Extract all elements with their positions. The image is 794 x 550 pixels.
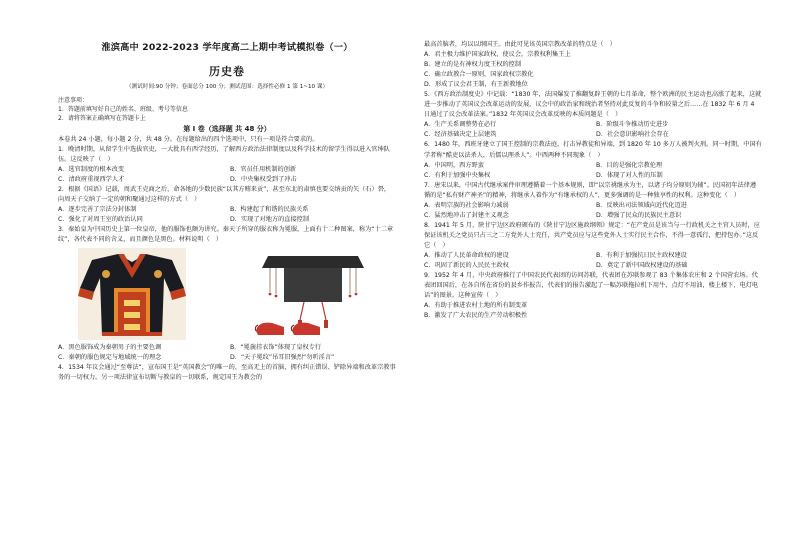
question-1-stem: 1．晚清时期，从留学生中选拔官吏，一大批具有西学经历，了解西方政治法律制度以及科学技术的留学生得以进入官绅队伍。这反映了（ ） [58,145,390,163]
question-2-options [58,205,396,225]
question-5-stem: 5．《西方政治制度史》中记载：“1830 年，法国爆发了推翻复辟王朝的七月革命，整个欧洲的民主运动也高涨了起来，这就进一步推动了英国议会改革运动的发展，议会中的政治家和统治者坚持对此反复的斗争和较量之后……在 1832 年 6 月 4 日通过了议会改革法案。”1832 年英国议会改革反映的本质问题是（ ） [424,91,762,119]
option: D．奠定了新中国政权建设的基础 [596,262,688,270]
question-4-stem: 4．1534 年议会通过“至尊法”，宣布国王是“英国教会”的唯一的、至高无上的首脑，拥有纠正错误、铲除异端和改革宗教事务的一切权力。另一项法律宣布切断与教皇的一切联系，规定国王为教会的 [58,364,396,382]
option: A．逐步完善了宗法分封体制 [58,206,137,214]
option: D．中央集权受到了冲击 [230,175,297,183]
question-9-options [424,301,762,321]
option: A．有助于推进农村土地的所有制变革 [424,302,528,310]
option: B．构建起了和谐的民族关系 [230,206,309,214]
question-3-figures [58,247,396,341]
question-6-options [424,161,762,181]
notes-item: 2．请将答案正确填写在答题卡上 [58,114,146,122]
question-3-options [58,343,396,363]
question-7-options [424,201,762,221]
option: A．生产关系调整势在必行 [424,121,497,129]
option: D．社会意识影响社会存在 [596,131,669,139]
option: C．确立政教合一原则，国家政权宗教化 [424,71,534,79]
option: B．目的是强化宗教伦理 [596,161,663,169]
notes-heading: 注意事项： [58,96,89,104]
option: C．秦朝的服色规定与地域统一的理念 [58,354,162,362]
option: B．“冕旒挂衣饰”体现了皇权专行 [230,344,322,352]
option: A．君主极力维护国家政权，使议会，宗教权利集王上 [424,51,571,59]
question-7-stem: 7．唐宋以来，中国古代继承案件审理遵循着一个基本规则，即“以宗祧继承为主，以诸子均分原则为辅”。民国初年法律遵循的是“私有财产神圣”的精神，将继承人着作为“有继承权的人”，更多强调的是一种独享性的权利。这种变化（ ） [424,181,757,199]
option: C．强化了对周王室的政治认同 [58,216,143,224]
option: C．清政府重视西学人才 [58,175,125,183]
option: D．形成了议会君王制，有王新教地位 [424,81,528,89]
option: B．官员任用机制的创新 [230,165,297,173]
part-intro: 本卷共 24 小题，每小题 2 分，共 48 分。在每题给出的四个选项中，只有一项是符合要求的。 [58,135,319,143]
option: A．黑色服饰成为秦朝男子的主要色调 [58,344,162,352]
part-title: 第 I 卷（选择题 共 48 分） [183,124,271,133]
question-5-options [424,120,762,140]
question-4-options [424,50,762,90]
mianfu-robe-illustration [78,248,186,340]
question-8-options [424,251,762,271]
left-column [58,40,396,384]
right-column [424,40,762,321]
option: D．“天子冕纹”吊耳旧强烈“勿听淫言” [230,354,335,362]
option: A．推动了人民革命政权的建设 [424,251,509,259]
notes-block [58,96,396,123]
exam-title: 淮滨高中 2022-2023 学年度高二上期中考试模拟卷（一） [101,42,353,53]
exam-subject: 历史卷 [209,65,245,79]
option: A．中国明，西方野蛮 [424,161,484,169]
option: D．实现了对地方的直接控制 [230,216,310,224]
option: C．经济基础决定上层建筑 [424,131,497,139]
question-2-stem: 2．根据《国语》记载，周武王克商之后，命各地的少数民族“以其方贿来贡”，甚至东北的肃慎也要交纳贡的矢（石）砮，向周天子交纳了一定的朝和聚通过这样的方式（ ） [58,186,391,204]
option: B．反映出司法领域向近代化迈进 [596,201,687,209]
option: B．激发了广大农民的生产劳动积极性 [424,312,528,320]
option: B．建立的是有神权力度王权的控制 [424,61,522,69]
question-9-stem: 9．1952 年 4 月，中央政府推行了中国农民代表团的访问苏联，代表团在苏联参观了 83 个集体农庄和 2 个国营农场。代表团回国后，在各自所在省份的县乡作报告，代表们的报告激起了一幅苏联拖拉机下用牛，点灯不用油，楼上楼下，电灯电话”的图景。这种宣传（ ） [424,272,759,300]
option: C．巩固了新民的人民民主政权 [424,262,509,270]
exam-meta: （测试时间:90 分钟；卷面总分 100 分；测试范围：选择性必修 1 第 1~10 课） [125,84,329,91]
question-6-stem: 6．1480 年，西班牙建立了国王控制的宗教法庭，打击异教徒和异端，到 1820 年 10 多万人被判火刑。同一时期，中国有学者称“酷吏以法杀人，后儒以理杀人”。中西两种不同现象（ ） [424,141,762,159]
option: A．表明宗族的社会影响力减弱 [424,201,509,209]
xi-shoe-illustration [254,317,324,339]
option: D．增强了民众的民族民主意识 [596,211,682,219]
option: A．选官制度的根本改变 [58,165,125,173]
option: B．阶级斗争推动历史进步 [596,121,669,129]
question-4-stem-continued: 最高首脑者，均以以纲国王。由此可见该英国宗教改革的特点是（ ） [424,41,616,48]
question-1-options [58,165,396,185]
question-8-stem: 8．1941 年 5 月，陕甘宁边区政府颁布的《陕甘宁边区施政纲领》规定：“在产党员是该当与一行政机关之主官人员时，应保证该机关之党员只占三之二方党外人士充任，共产党员应与这些党外人士实行民主合作，不得一意孤行，把持包办。”这反它（ ） [424,221,760,249]
question-3-stem: 3．秦始皇为中国历史上第一位皇帝，他的服饰也颇为讲究。秦天子所穿的服衣称为冕服，上面有十二种图案，称为“十二章纹”，各代表不同的含义，而且颜色是黑色。材料说明（ ） [58,226,394,244]
notes-item: 1．答题前填写好自己的姓名、班级、考号等信息 [58,105,188,113]
option: B．有利于加强抗日民主政权建设 [596,251,687,259]
option: C．有利于加强中央集权 [424,171,491,179]
option: D．体现了对人性的压制 [596,171,663,179]
option: C．猛烈地冲击了封建主义观念 [424,211,509,219]
